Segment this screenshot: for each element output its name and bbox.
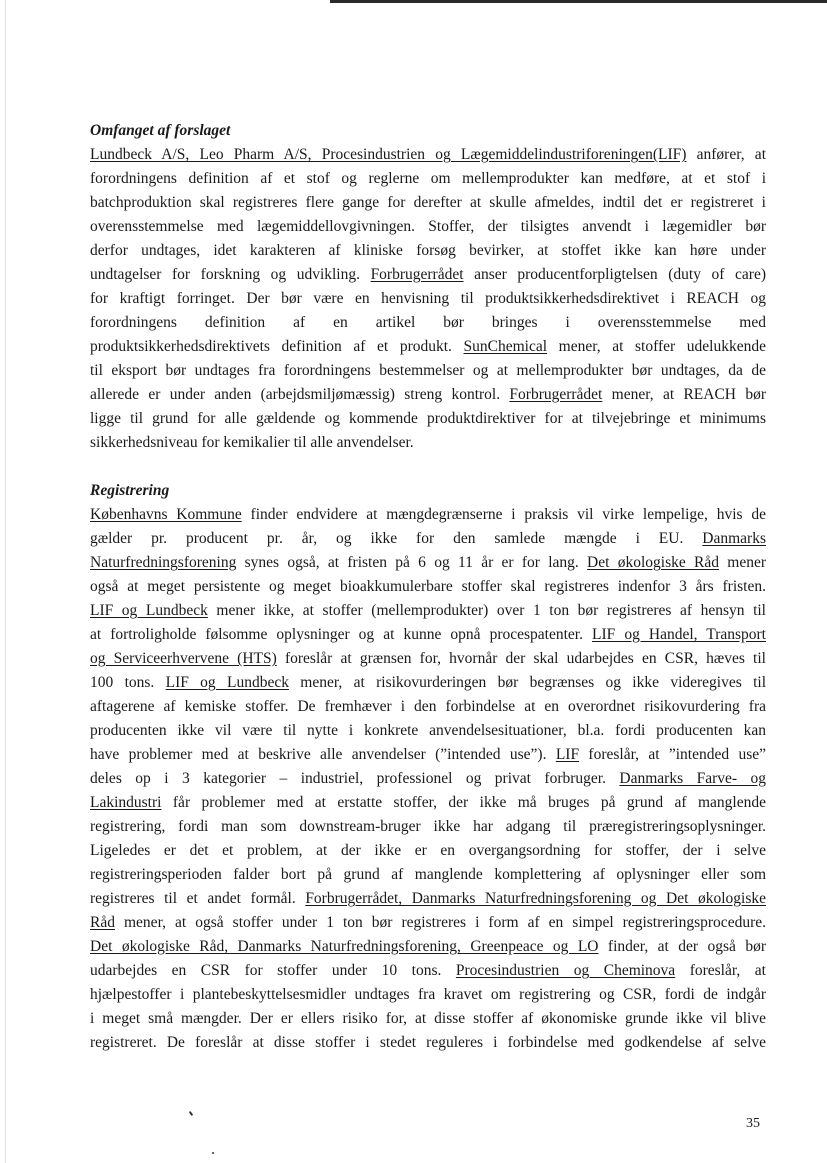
text-line [90,527,766,551]
text-run: registreres til et andet formål. [90,890,306,907]
organization-reference: SunChemical [463,338,548,355]
organization-reference: Lundbeck A/S, Leo Pharm A/S, Procesindustrien og Lægemiddelindustriforeningen(LIF) [90,146,687,163]
text-line [90,1007,766,1031]
text-run: batchproduktion skal registreres flere gange for derefter at skulle afmeldes, indtil det er registreret i [90,194,766,211]
text-run: registreret. De foreslår at disse stoffer i stedet reguleres i forbindelse med godkendelse af selve [90,1034,766,1051]
text-run: mener ikke, at stoffer (mellemprodukter) over 1 ton bør registreres af hensyn til [207,602,766,619]
section-heading-scope: Omfanget af forslaget [90,122,231,139]
text-line [90,335,766,359]
text-line [90,623,766,647]
text-run: mener [718,554,766,571]
text-run: gælder pr. producent pr. år, og ikke for den samlede mængde i EU. [90,530,703,547]
organization-reference: LIF og Handel, Transport [592,626,766,643]
text-run: deles op i 3 kategorier – industriel, professionel og privat forbruger. [90,770,620,787]
text-line [90,407,766,431]
text-line [90,743,766,767]
text-run: aftagerene af kemiske stoffer. De fremhæver i den forbindelse at en overordnet risikovurdering fra [90,698,766,715]
organization-reference: Danmarks Farve- og [619,770,766,787]
organization-reference: og Serviceerhvervene (HTS) [90,650,277,667]
text-run: foreslår at grænsen for, hvornår der skal udarbejdes en CSR, hæves til [276,650,766,667]
organization-reference: Forbrugerrådet [509,386,603,403]
organization-reference: LIF [555,746,580,763]
text-run: mener, at risikovurderingen bør begrænses og ikke videregives til [288,674,766,691]
scan-speck [189,1111,194,1116]
organization-reference: Naturfredningsforening [90,554,237,571]
text-line [90,719,766,743]
text-run: får problemer med at erstatte stoffer, der ikke må bruges på grund af manglende [161,794,766,811]
text-line [90,1031,766,1055]
organization-reference: LIF og Lundbeck [165,674,289,691]
text-line [90,167,766,191]
text-run: for kraftigt forringet. Der bør være en henvisning til produktsikkerhedsdirektivet i REACH og [90,290,766,307]
text-run: forordningens definition af et stof og reglerne om mellemprodukter kan medføre, at et stof i [90,170,766,187]
organization-reference: Forbrugerrådet, Danmarks Naturfredningsforening og Det økologiske [305,890,766,907]
text-line [90,383,766,407]
text-run: overensstemmelse med lægemiddellovgivningen. Stoffer, der tilsigtes anvendt i lægemidler bør [90,218,766,235]
text-run: undtagelser for forskning og udvikling. [90,266,371,283]
text-run: til eksport bør undtages fra forordningens bestemmelser og at mellemprodukter bør undtages, da de [90,362,766,379]
text-line [90,431,766,455]
text-run: finder endvidere at mængdegrænserne i praksis vil virke lempelige, hvis de [241,506,767,523]
text-run: sikkerhedsniveau for kemikalier til alle anvendelser. [90,434,414,451]
text-line [90,143,766,167]
text-run: i meget små mængder. Der er ellers risiko for, at disse stoffer af økonomiske grunde ikke vil blive [90,1010,766,1027]
organization-reference: Det økologiske Råd [587,554,719,571]
text-line [90,671,766,695]
text-run: mener, at stoffer udelukkende [547,338,766,355]
text-line [90,239,766,263]
text-run: ligge til grund for alle gældende og kommende produktdirektiver for at tilvejebringe et minimums [90,410,766,427]
text-line [90,767,766,791]
text-line [90,191,766,215]
text-run: hjælpestoffer i plantebeskyttelsesmidler undtages fra kravet om registrering og CSR, fordi de indgår [90,986,766,1003]
text-run: Ligeledes er det et problem, at der ikke er en overgangsordning for stoffer, der i selve [90,842,766,859]
text-line [90,599,766,623]
text-line [90,551,766,575]
text-run: allerede er under anden (arbejdsmiljømæssig) streng kontrol. [90,386,510,403]
scan-left-edge [5,0,6,1163]
organization-reference: LIF og Lundbeck [90,602,208,619]
scan-top-edge-line [330,0,827,3]
organization-reference: Det økologiske Råd, Danmarks Naturfredningsforening, Greenpeace og LO [90,938,599,955]
text-line [90,575,766,599]
text-run: udarbejdes en CSR for stoffer under 10 tons. [90,962,456,979]
text-run: foreslår, at [675,962,766,979]
text-line [90,359,766,383]
organization-reference: Råd [90,914,115,931]
page-number: 35 [746,1116,760,1131]
organization-reference: Danmarks [702,530,766,547]
text-line [90,263,766,287]
document-body [90,119,766,1055]
text-run: finder, at der også bør [598,938,766,955]
text-line [90,887,766,911]
text-run: registreringsperioden falder bort på grund af manglende komplettering af oplysninger eller som [90,866,766,883]
text-run: producenten ikke vil være til nytte i konkrete anvendelsesituationer, bl.a. fordi producenten kan [90,722,766,739]
text-line [90,311,766,335]
text-line [90,647,766,671]
paragraph-registration [90,503,766,1055]
text-run: 100 tons. [90,674,166,691]
text-line [90,911,766,935]
text-run: produktsikkerhedsdirektivets definition af et produkt. [90,338,464,355]
organization-reference: Procesindustrien og Cheminova [455,962,676,979]
organization-reference: Forbrugerrådet [370,266,464,283]
paragraph-gap [90,455,766,479]
text-run: anfører, at [686,146,766,163]
text-line [90,287,766,311]
text-run: mener, at også stoffer under 1 ton bør registreres i form af en simpel registreringsprocedure. [114,914,766,931]
text-line [90,215,766,239]
text-run: registrering, fordi man som downstream-bruger ikke har adgang til præregistreringsoplysninger. [90,818,766,835]
text-run: mener, at REACH bør [602,386,766,403]
text-line [90,791,766,815]
text-run: også at meget persistente og meget bioakkumulerbare stoffer skal registreres indenfor 3 års fristen. [90,578,766,595]
text-line [90,935,766,959]
text-line [90,863,766,887]
text-line [90,839,766,863]
text-run: anser producentforpligtelsen (duty of care) [463,266,766,283]
text-line [90,815,766,839]
text-run: forordningens definition af en artikel bør bringes i overensstemmelse med [90,314,766,331]
scan-speck [212,1152,214,1154]
section-heading-registration: Registrering [90,482,170,499]
text-line [90,503,766,527]
text-run: have problemer med at beskrive alle anvendelser (”intended use”). [90,746,556,763]
text-run: foreslår, at ”intended use” [579,746,766,763]
text-run: at fortroligholde følsomme oplysninger og at kunne opnå procespatenter. [90,626,593,643]
text-line [90,983,766,1007]
text-run: synes også, at fristen på 6 og 11 år er for lang. [236,554,588,571]
paragraph-scope [90,143,766,455]
text-run: derfor undtages, idet karakteren af kliniske forsøg bevirker, at stoffet ikke kan høre under [90,242,766,259]
organization-reference: Lakindustri [90,794,162,811]
text-line [90,695,766,719]
organization-reference: Københavns Kommune [90,506,242,523]
text-line [90,959,766,983]
